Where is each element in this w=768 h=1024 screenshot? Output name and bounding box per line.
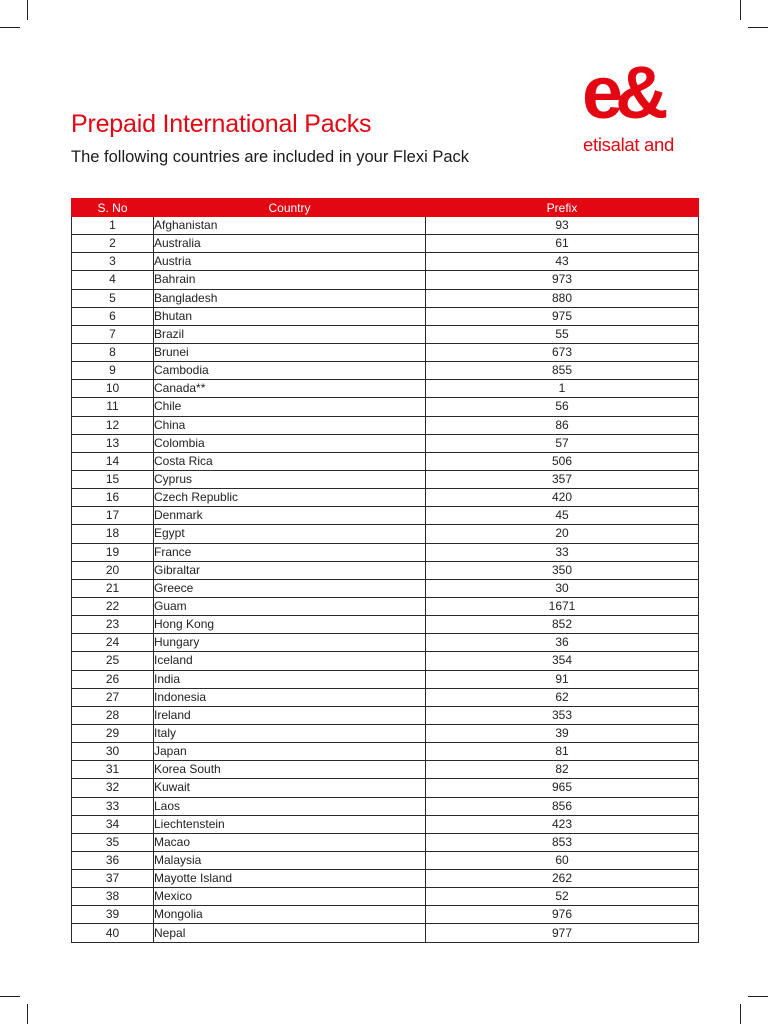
table-row xyxy=(72,888,699,906)
cell-prefix: 965 xyxy=(426,779,699,797)
cell-country: Nepal xyxy=(154,924,426,942)
cell-sno: 11 xyxy=(72,398,154,416)
cell-sno: 10 xyxy=(72,380,154,398)
cell-sno: 34 xyxy=(72,815,154,833)
cell-sno: 28 xyxy=(72,706,154,724)
cell-prefix: 975 xyxy=(426,307,699,325)
table-row xyxy=(72,289,699,307)
cell-country: Cambodia xyxy=(154,362,426,380)
crop-mark xyxy=(748,27,768,28)
cell-sno: 22 xyxy=(72,597,154,615)
table-row xyxy=(72,325,699,343)
cell-country: Guam xyxy=(154,597,426,615)
crop-mark xyxy=(0,27,20,28)
table-row xyxy=(72,688,699,706)
cell-prefix: 43 xyxy=(426,253,699,271)
table-row xyxy=(72,670,699,688)
cell-sno: 21 xyxy=(72,579,154,597)
cell-country: Afghanistan xyxy=(154,217,426,235)
cell-prefix: 61 xyxy=(426,235,699,253)
cell-country: Austria xyxy=(154,253,426,271)
cell-sno: 29 xyxy=(72,724,154,742)
cell-sno: 12 xyxy=(72,416,154,434)
cell-sno: 26 xyxy=(72,670,154,688)
cell-prefix: 856 xyxy=(426,797,699,815)
cell-country: Macao xyxy=(154,833,426,851)
table-row xyxy=(72,253,699,271)
column-header-sno: S. No xyxy=(72,199,154,217)
cell-sno: 30 xyxy=(72,743,154,761)
cell-prefix: 62 xyxy=(426,688,699,706)
cell-country: Czech Republic xyxy=(154,489,426,507)
cell-country: Gibraltar xyxy=(154,561,426,579)
cell-country: Hungary xyxy=(154,634,426,652)
table-row xyxy=(72,434,699,452)
cell-prefix: 55 xyxy=(426,325,699,343)
table-row xyxy=(72,743,699,761)
cell-prefix: 880 xyxy=(426,289,699,307)
cell-sno: 15 xyxy=(72,470,154,488)
table-row xyxy=(72,706,699,724)
cell-country: Mayotte Island xyxy=(154,870,426,888)
table-row xyxy=(72,307,699,325)
cell-country: Indonesia xyxy=(154,688,426,706)
cell-prefix: 855 xyxy=(426,362,699,380)
table-row xyxy=(72,761,699,779)
cell-prefix: 423 xyxy=(426,815,699,833)
cell-prefix: 20 xyxy=(426,525,699,543)
cell-prefix: 36 xyxy=(426,634,699,652)
cell-prefix: 354 xyxy=(426,652,699,670)
table-row xyxy=(72,815,699,833)
cell-prefix: 82 xyxy=(426,761,699,779)
cell-sno: 20 xyxy=(72,561,154,579)
cell-country: Denmark xyxy=(154,507,426,525)
cell-country: China xyxy=(154,416,426,434)
cell-country: Bangladesh xyxy=(154,289,426,307)
cell-prefix: 353 xyxy=(426,706,699,724)
cell-sno: 16 xyxy=(72,489,154,507)
cell-sno: 17 xyxy=(72,507,154,525)
cell-country: Ireland xyxy=(154,706,426,724)
crop-mark xyxy=(740,1004,741,1024)
cell-country: Brunei xyxy=(154,343,426,361)
column-header-prefix: Prefix xyxy=(426,199,699,217)
table-row xyxy=(72,507,699,525)
cell-country: Chile xyxy=(154,398,426,416)
table-row xyxy=(72,779,699,797)
table-row xyxy=(72,724,699,742)
cell-sno: 1 xyxy=(72,217,154,235)
table-row xyxy=(72,362,699,380)
cell-country: Brazil xyxy=(154,325,426,343)
cell-sno: 3 xyxy=(72,253,154,271)
cell-country: Bahrain xyxy=(154,271,426,289)
cell-country: Australia xyxy=(154,235,426,253)
logo-mark: e& xyxy=(582,51,661,134)
crop-mark xyxy=(748,996,768,997)
cell-country: Japan xyxy=(154,743,426,761)
page-title: Prepaid International Packs xyxy=(71,110,372,138)
brand-logo xyxy=(582,51,697,160)
cell-sno: 27 xyxy=(72,688,154,706)
crop-mark xyxy=(27,1004,28,1024)
table-row xyxy=(72,652,699,670)
cell-prefix: 52 xyxy=(426,888,699,906)
table-row xyxy=(72,579,699,597)
table-row xyxy=(72,452,699,470)
cell-prefix: 60 xyxy=(426,851,699,869)
logo-text: etisalat and xyxy=(583,134,675,155)
table-row xyxy=(72,380,699,398)
cell-sno: 4 xyxy=(72,271,154,289)
cell-sno: 32 xyxy=(72,779,154,797)
table-row xyxy=(72,851,699,869)
cell-prefix: 977 xyxy=(426,924,699,942)
cell-country: Liechtenstein xyxy=(154,815,426,833)
cell-prefix: 357 xyxy=(426,470,699,488)
cell-country: Korea South xyxy=(154,761,426,779)
cell-sno: 8 xyxy=(72,343,154,361)
cell-country: Canada** xyxy=(154,380,426,398)
cell-sno: 6 xyxy=(72,307,154,325)
cell-prefix: 350 xyxy=(426,561,699,579)
table-header-row xyxy=(72,199,699,217)
cell-prefix: 57 xyxy=(426,434,699,452)
table-row xyxy=(72,525,699,543)
cell-sno: 33 xyxy=(72,797,154,815)
cell-prefix: 973 xyxy=(426,271,699,289)
cell-sno: 18 xyxy=(72,525,154,543)
cell-prefix: 852 xyxy=(426,616,699,634)
table-row xyxy=(72,398,699,416)
cell-sno: 35 xyxy=(72,833,154,851)
crop-mark xyxy=(0,996,20,997)
cell-country: Greece xyxy=(154,579,426,597)
cell-prefix: 45 xyxy=(426,507,699,525)
cell-prefix: 81 xyxy=(426,743,699,761)
cell-country: Malaysia xyxy=(154,851,426,869)
cell-sno: 36 xyxy=(72,851,154,869)
cell-sno: 13 xyxy=(72,434,154,452)
cell-prefix: 86 xyxy=(426,416,699,434)
cell-prefix: 262 xyxy=(426,870,699,888)
cell-sno: 24 xyxy=(72,634,154,652)
cell-country: Italy xyxy=(154,724,426,742)
cell-country: Colombia xyxy=(154,434,426,452)
cell-sno: 38 xyxy=(72,888,154,906)
cell-country: Costa Rica xyxy=(154,452,426,470)
table-row xyxy=(72,235,699,253)
cell-country: Mongolia xyxy=(154,906,426,924)
cell-country: France xyxy=(154,543,426,561)
table-row xyxy=(72,616,699,634)
column-header-country: Country xyxy=(154,199,426,217)
crop-mark xyxy=(740,0,741,20)
cell-sno: 23 xyxy=(72,616,154,634)
table-row xyxy=(72,343,699,361)
cell-sno: 2 xyxy=(72,235,154,253)
table-row xyxy=(72,924,699,942)
cell-country: Egypt xyxy=(154,525,426,543)
cell-country: Bhutan xyxy=(154,307,426,325)
cell-sno: 7 xyxy=(72,325,154,343)
table-row xyxy=(72,217,699,235)
cell-country: Iceland xyxy=(154,652,426,670)
table-row xyxy=(72,489,699,507)
cell-country: Cyprus xyxy=(154,470,426,488)
cell-country: India xyxy=(154,670,426,688)
table-row xyxy=(72,561,699,579)
cell-sno: 37 xyxy=(72,870,154,888)
table-row xyxy=(72,797,699,815)
cell-sno: 9 xyxy=(72,362,154,380)
cell-country: Mexico xyxy=(154,888,426,906)
cell-sno: 39 xyxy=(72,906,154,924)
table-row xyxy=(72,416,699,434)
table-row xyxy=(72,833,699,851)
cell-country: Laos xyxy=(154,797,426,815)
cell-prefix: 33 xyxy=(426,543,699,561)
cell-prefix: 93 xyxy=(426,217,699,235)
cell-prefix: 56 xyxy=(426,398,699,416)
cell-sno: 14 xyxy=(72,452,154,470)
cell-prefix: 1 xyxy=(426,380,699,398)
cell-prefix: 91 xyxy=(426,670,699,688)
cell-prefix: 506 xyxy=(426,452,699,470)
cell-sno: 40 xyxy=(72,924,154,942)
table-row xyxy=(72,597,699,615)
cell-country: Kuwait xyxy=(154,779,426,797)
page-subtitle: The following countries are included in your Flexi Pack xyxy=(71,148,470,166)
crop-mark xyxy=(27,0,28,20)
cell-sno: 31 xyxy=(72,761,154,779)
cell-country: Hong Kong xyxy=(154,616,426,634)
cell-prefix: 976 xyxy=(426,906,699,924)
countries-table xyxy=(71,198,699,943)
table-row xyxy=(72,634,699,652)
table-row xyxy=(72,271,699,289)
table-row xyxy=(72,543,699,561)
cell-prefix: 420 xyxy=(426,489,699,507)
cell-sno: 25 xyxy=(72,652,154,670)
table-row xyxy=(72,470,699,488)
cell-prefix: 673 xyxy=(426,343,699,361)
cell-prefix: 39 xyxy=(426,724,699,742)
table-row xyxy=(72,870,699,888)
table-row xyxy=(72,906,699,924)
cell-prefix: 30 xyxy=(426,579,699,597)
cell-sno: 19 xyxy=(72,543,154,561)
cell-sno: 5 xyxy=(72,289,154,307)
cell-prefix: 1671 xyxy=(426,597,699,615)
cell-prefix: 853 xyxy=(426,833,699,851)
